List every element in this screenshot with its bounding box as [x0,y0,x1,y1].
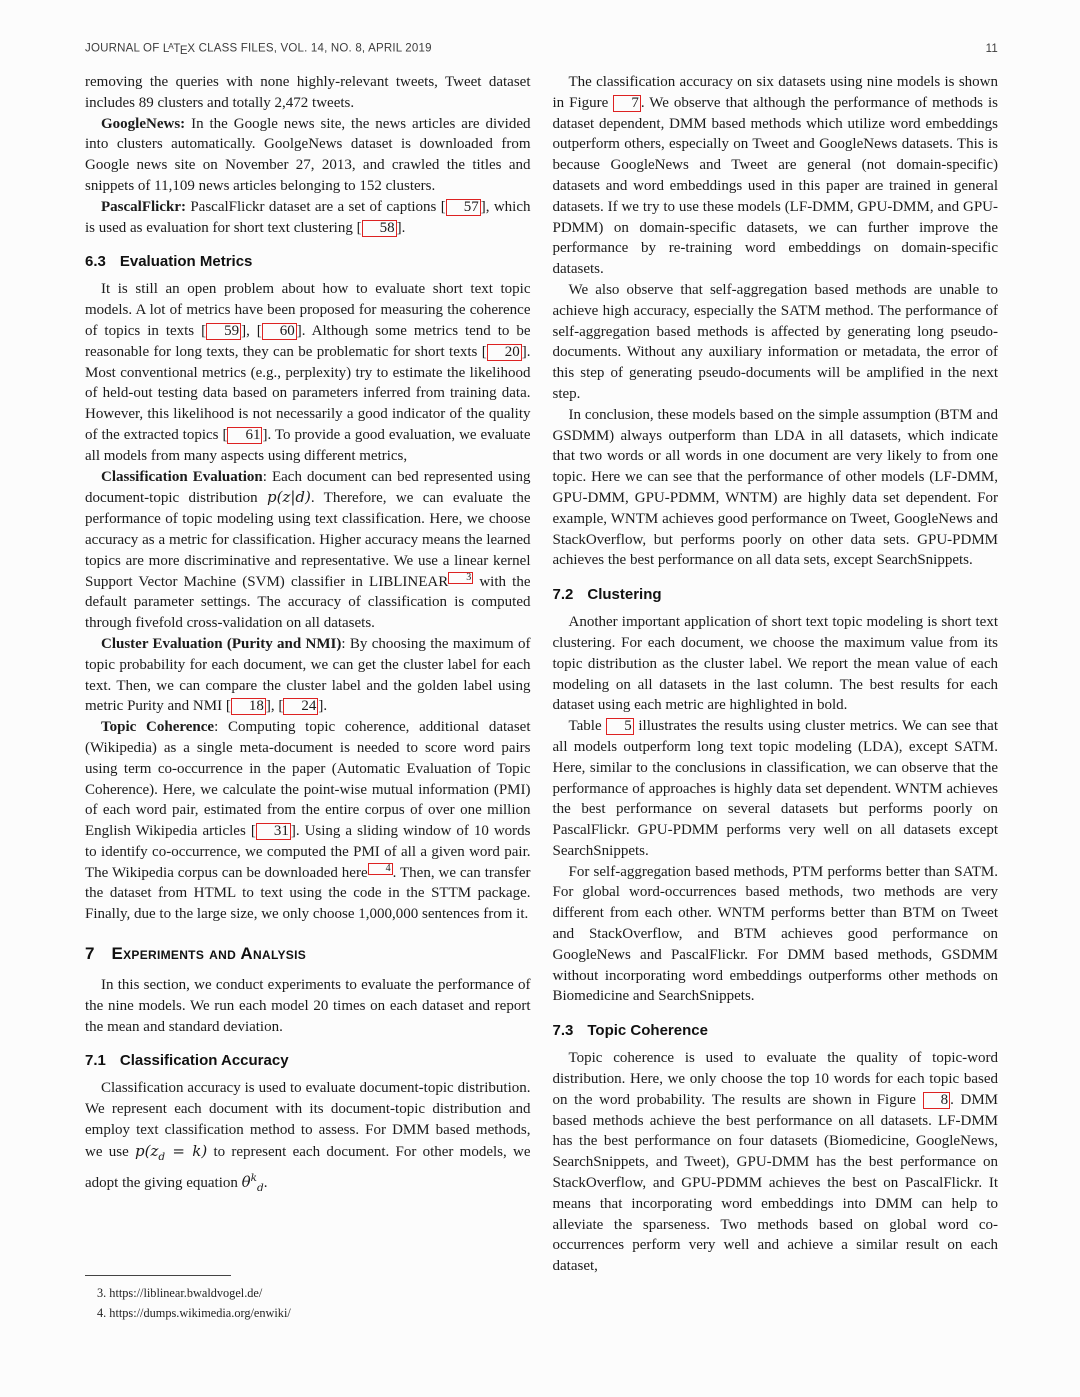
citation-link[interactable]: [ 59 ] [201,322,247,339]
paragraph: We also observe that self-aggregation based methods are unable to achieve high accuracy, especially the SATM method. The performance of self-aggregation based methods is affected by generating long pseudo-documents. Without any auxiliary information or metadata, the error of this step of generating pseudo-documents will be amplified in the next step. [552,281,998,402]
footnotes-section [85,1275,531,1327]
column-right [553,72,999,1327]
footnote [85,1303,531,1323]
paragraph: Classification accuracy is used to evaluate document-topic distribution. We represent each document with its document-topic distribution and employ text classification method to assess. For DMM based methods, we use $p(z_d = k)$ to represent each document. For other models, we adopt the giving equation $\theta^k_d$. [85,1080,531,1194]
column-left [85,72,531,1327]
figure-ref-link[interactable] [606,718,634,734]
math-run: p(z [135,1141,159,1160]
citation-box: 58 [362,220,397,237]
figure-ref-link[interactable] [923,1092,951,1108]
footnote-number: 3. [97,1286,110,1300]
paragraph: GoogleNews: In the Google news site, the news articles are divided into clusters automatically. GoolgeNews dataset is downloaded from Google news site on November 27, 2013, and crawled the titles and snippets of 11,109 news articles belonging to 152 clusters. [85,115,531,194]
paragraph: Classification Evaluation: Each document can bed represented using document-topic distribution p(z|d). Therefore, we can evaluate the performance of topic modeling using text classification. Here, we choose accuracy as a metric for classification. Higher accuracy means the learned topics are more discriminative and representative. We use a linear kernel Support Vector Machine (SVM) classifier in LIBLINEAR $^3$ with the default parameter settings. The accuracy of classification is computed through fivefold cross-validation on all datasets. [85,468,531,632]
footnote-marker[interactable] [448,572,473,583]
right-column-text [553,72,999,1277]
section-title: Topic Coherence [587,1022,708,1040]
two-column-body [85,72,998,1327]
paragraph: Topic Coherence: Computing topic coherence, additional dataset (Wikipedia) as a single meta-document is needed to score word pairs using term co-occurrence in the paper (Automatic Evaluation of Topic Coherence). Here, we calculate the point-wise mutual information (PMI) of each word pair, estimated from the entire corpus of over one million English Wikipedia articles [ 31 ]. Using a sliding window of 10 words to identify co-occurrence, we computed the PMI of all a given word pair. The Wikipedia corpus can be downloaded here $^4$ . Then, we can transfer the dataset from HTML to text using the code in the STTM package. Finally, due to the large size, we only choose 1,000,000 sentences from it. [85,719,531,923]
latex-logo-letter: A [168,42,174,51]
left-column-text [85,72,531,1198]
math-superscript: k [250,1171,258,1184]
journal-title [85,42,432,57]
latex-logo-letter: T [173,42,181,55]
footnote-marker[interactable] [368,863,393,874]
section-heading [553,1022,999,1039]
math-run: = k) [165,1141,208,1160]
citation-link[interactable]: [ 18 ] [225,698,271,715]
footnote-url-link[interactable]: https://liblinear.bwaldvogel.de/ [109,1286,263,1300]
ref-box: 7 [613,95,641,112]
citation-box: 57 [446,199,481,216]
paragraph: In conclusion, these models based on the simple assumption (BTM and GSDMM) always outperform than LDA in all datasets, which indicate that two words or all words in one document are very likely to from one topic. Here we can see that the performance of other models (LF-DMM, GPU-DMM, GPU-PDMM, WNTM) are highly data set dependent. For example, WNTM achieves good performance on Tweet, GoogleNews and StackOverflow, but performs poorly on other data sets. GPU-PDMM achieves the best performance on all data sets, except SearchSnippets. [552,406,998,569]
bold-run: PascalFlickr: [101,198,186,215]
math-run: θ [241,1172,251,1191]
citation-box: 60 [262,323,297,340]
footnote-marker-box: 3 [448,572,473,584]
latex-logo [162,42,196,58]
paragraph: It is still an open problem about how to evaluate short text topic models. A lot of metrics have been proposed for measuring the coherence of topics in texts [ 59 ], [ 60 ]. Although some metrics tend to be reasonable for long texts, they can be problematic for short texts [ 20 ]. Most conventional metrics (e.g., perplexity) try to estimate the likelihood of held-out testing data based on parameters inferred from training data. However, this likelihood is not necessarily a good indicator of the quality of the extracted topics [ 61 ]. To provide a good evaluation, we evaluate all models from many aspects using different metrics, [85,281,531,464]
citation-box: 24 [283,698,318,715]
footnote-marker-box: 4 [368,863,393,875]
citation-link[interactable]: [ 57 ] [440,198,486,215]
bold-run: Cluster Evaluation (Purity and NMI) [101,635,342,652]
bold-run: Classification Evaluation [101,468,263,485]
citation-link[interactable]: [ 60 ] [256,322,302,339]
ref-box: 5 [606,718,634,735]
math-run: p(z|d) [266,488,311,507]
footnote-number: 4. [97,1306,110,1320]
footnote-list [85,1283,531,1323]
page-number: 11 [985,42,998,55]
page-header [85,42,998,57]
citation-link[interactable]: [ 58 ] [356,219,402,236]
latex-logo-letter: X [187,42,196,55]
paragraph: In this section, we conduct experiments to evaluate the performance of the nine models. We run each model 20 times on each dataset and report the mean and standard deviation. [85,977,531,1035]
citation-link[interactable]: [ 24 ] [278,698,324,715]
figure-ref-link[interactable] [613,95,641,111]
section-heading [85,253,531,270]
paragraph: Another important application of short text topic modeling is short text clustering. For each document, we choose the maximum value from its topic distribution as the cluster label. We report the mean value of each modeling on all datasets in the last column. The best results for each dataset using each metric are highlighted in bold. [552,614,998,714]
paragraph: Table 5 illustrates the results using cluster metrics. We can see that all models outperform long text topic modeling (LDA), except SATM. Here, similar to the conclusions in classification, we can observe that the performance of approaches is highly data set dependent. WNTM achieves the best performance on several datasets but performs poorly on PascalFlickr. GPU-PDMM performs very well on all datasets except SearchSnippets. [552,718,998,859]
footnote-rule [85,1275,231,1276]
section-title: Clustering [587,586,662,604]
citation-link[interactable]: [ 61 ] [222,426,268,443]
journal-title-post: CLASS FILES, VOL. 14, NO. 8, APRIL 2019 [195,42,432,55]
paragraph: Topic coherence is used to evaluate the quality of topic-word distribution. Here, we only choose the top 10 words for each topic based on the word probability. The results are shown in Figure 8 . DMM based methods achieve the best performance on all datasets. LF-DMM has the best performance on four datasets (Biomedicine, GoogleNews, SearchSnippets, and Tweet), GPU-DMM has the best performance on StackOverflow, and GPU-PDMM achieves the best on PascalFlickr. It means that incorporating word embeddings into DMM can help to alleviate the sparseness. Two methods based on global word co-occurrences perform very well and achieve a similar result on each dataset, [552,1050,998,1275]
citation-link[interactable]: [ 20 ] [481,343,527,360]
paragraph: PascalFlickr: PascalFlickr dataset are a set of captions [ 57 ], which is used as evaluation for short text clustering [ 58 ]. [85,198,531,236]
section-number: 7.3 [552,1022,574,1040]
section-number: 6.3 [85,253,106,271]
journal-title-pre: JOURNAL OF [85,42,163,55]
section-number: 7.1 [85,1052,106,1070]
paragraph: removing the queries with none highly-relevant tweets, Tweet dataset includes 89 clusters and totally 2,472 tweets. [85,74,531,111]
math-subscript: d [158,1150,166,1163]
footnote [85,1283,531,1303]
section-number: 7 [85,944,95,964]
section-title: Evaluation Metrics [119,253,253,271]
ref-box: 8 [923,1092,951,1109]
paragraph: For self-aggregation based methods, PTM performs better than SATM. For global word-occurrences based methods, two methods are very different from each other. WNTM performs better than BTM on Tweet and StackOverflow, and BTM achieves good performance on GoogleNews and PascalFlickr. For DMM based methods, GSDMM without incorporating word embeddings outperforms other methods on Biomedicine and SearchSnippets. [552,863,998,1005]
latex-logo-letter: L [162,42,170,55]
section-number: 7.2 [552,586,574,604]
latex-logo-letter: E [179,45,188,58]
math-subscript: d [257,1181,264,1194]
section-title: Classification Accuracy [119,1052,289,1070]
paragraph: Cluster Evaluation (Purity and NMI): By choosing the maximum of topic probability for each document, we can get the cluster label for each text. Then, we can compare the cluster label and the golden label using metric Purity and NMI [ 18 ], [ 24 ]. [85,635,531,715]
citation-box: 18 [231,698,266,715]
section-heading [85,1052,531,1069]
citation-box: 59 [206,323,241,340]
section-heading [553,586,999,603]
citation-link[interactable]: [ 31 ] [250,823,296,840]
bold-run: GoogleNews: [101,115,186,132]
citation-box: 61 [227,427,262,444]
citation-box: 31 [256,823,291,840]
footnote-url-link[interactable]: https://dumps.wikimedia.org/enwiki/ [109,1306,291,1320]
section-heading [85,944,531,964]
citation-box: 20 [487,344,522,361]
paragraph: The classification accuracy on six datasets using nine models is shown in Figure 7 . We observe that although the performance of methods is dataset dependent, DMM based methods which utilize word embeddings outperform others, especially on Tweet and GoogleNews datasets. This is because GoogleNews and Tweet are general (not domain-specific) datasets and word embeddings used in this paper are trained in general datasets. If we try to use these models (LF-DMM, GPU-DMM, and GPU-PDMM) on domain-specific datasets, we can further improve the performance by re-training word embeddings on domain-specific datasets. [552,74,998,278]
bold-run: Topic Coherence [101,719,215,736]
section-title: Experiments and Analysis [111,944,307,964]
